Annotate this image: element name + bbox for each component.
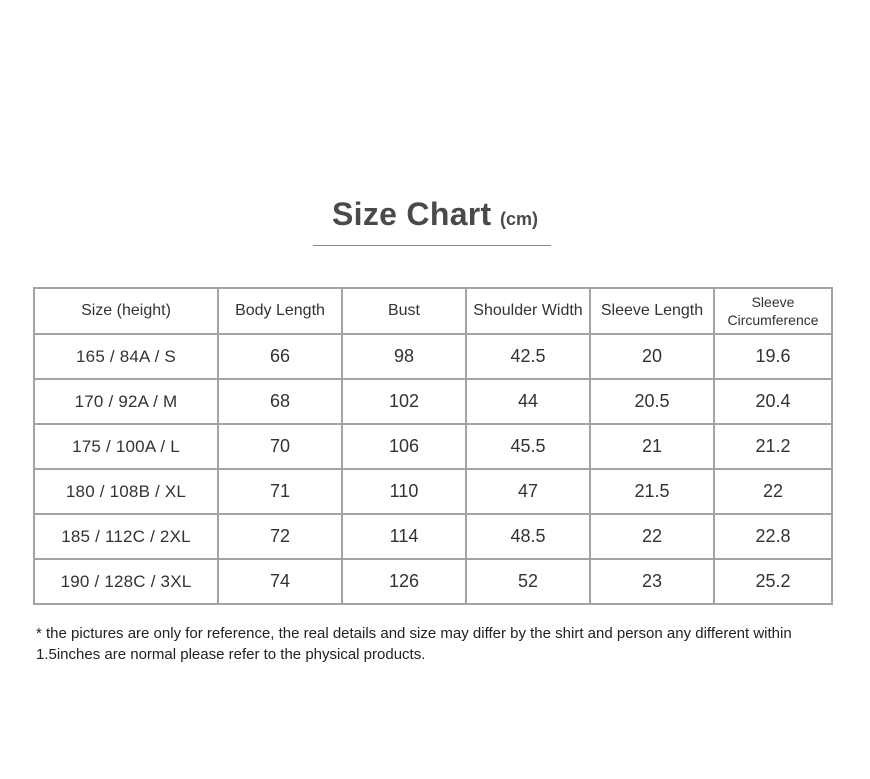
header-shoulder-width: Shoulder Width bbox=[466, 288, 590, 334]
disclaimer-note bbox=[36, 623, 836, 665]
table-row bbox=[34, 469, 832, 514]
header-sleeve-length: Sleeve Length bbox=[590, 288, 714, 334]
table-row bbox=[34, 559, 832, 604]
measurement-cell: 21.5 bbox=[590, 469, 714, 514]
measurement-cell: 106 bbox=[342, 424, 466, 469]
measurement-cell: 23 bbox=[590, 559, 714, 604]
header-sleeve-circumference-line2: Circumference bbox=[727, 312, 819, 328]
measurement-cell: 74 bbox=[218, 559, 342, 604]
header-bust: Bust bbox=[342, 288, 466, 334]
measurement-cell: 47 bbox=[466, 469, 590, 514]
disclaimer-line-2: 1.5inches are normal please refer to the physical products. bbox=[36, 646, 426, 663]
measurement-cell: 20 bbox=[590, 334, 714, 379]
measurement-cell: 102 bbox=[342, 379, 466, 424]
table-header-row bbox=[34, 288, 832, 334]
measurement-cell: 21.2 bbox=[714, 424, 832, 469]
size-chart-title bbox=[0, 196, 870, 233]
table-row bbox=[34, 334, 832, 379]
title-text: Size Chart bbox=[332, 196, 492, 232]
measurement-cell: 21 bbox=[590, 424, 714, 469]
table-row bbox=[34, 514, 832, 559]
measurement-cell: 52 bbox=[466, 559, 590, 604]
measurement-cell: 68 bbox=[218, 379, 342, 424]
measurement-cell: 98 bbox=[342, 334, 466, 379]
header-body-length: Body Length bbox=[218, 288, 342, 334]
measurement-cell: 20.4 bbox=[714, 379, 832, 424]
header-size-height: Size (height) bbox=[34, 288, 218, 334]
measurement-cell: 20.5 bbox=[590, 379, 714, 424]
measurement-cell: 48.5 bbox=[466, 514, 590, 559]
measurement-cell: 126 bbox=[342, 559, 466, 604]
size-cell: 190 / 128C / 3XL bbox=[34, 559, 218, 604]
size-cell: 185 / 112C / 2XL bbox=[34, 514, 218, 559]
measurement-cell: 110 bbox=[342, 469, 466, 514]
measurement-cell: 44 bbox=[466, 379, 590, 424]
header-sleeve-circumference bbox=[714, 288, 832, 334]
measurement-cell: 71 bbox=[218, 469, 342, 514]
measurement-cell: 22 bbox=[590, 514, 714, 559]
measurement-cell: 25.2 bbox=[714, 559, 832, 604]
measurement-cell: 70 bbox=[218, 424, 342, 469]
measurement-cell: 66 bbox=[218, 334, 342, 379]
size-table bbox=[33, 287, 833, 605]
title-underline bbox=[313, 245, 551, 246]
measurement-cell: 42.5 bbox=[466, 334, 590, 379]
table-row bbox=[34, 379, 832, 424]
measurement-cell: 114 bbox=[342, 514, 466, 559]
header-sleeve-circumference-line1: Sleeve bbox=[751, 294, 795, 310]
measurement-cell: 22 bbox=[714, 469, 832, 514]
size-cell: 170 / 92A / M bbox=[34, 379, 218, 424]
table-row bbox=[34, 424, 832, 469]
measurement-cell: 22.8 bbox=[714, 514, 832, 559]
size-cell: 165 / 84A / S bbox=[34, 334, 218, 379]
size-cell: 175 / 100A / L bbox=[34, 424, 218, 469]
size-cell: 180 / 108B / XL bbox=[34, 469, 218, 514]
title-unit: (cm) bbox=[499, 209, 538, 229]
measurement-cell: 19.6 bbox=[714, 334, 832, 379]
measurement-cell: 72 bbox=[218, 514, 342, 559]
disclaimer-line-1: * the pictures are only for reference, the real details and size may differ by the shirt and person any different within bbox=[36, 625, 792, 642]
measurement-cell: 45.5 bbox=[466, 424, 590, 469]
